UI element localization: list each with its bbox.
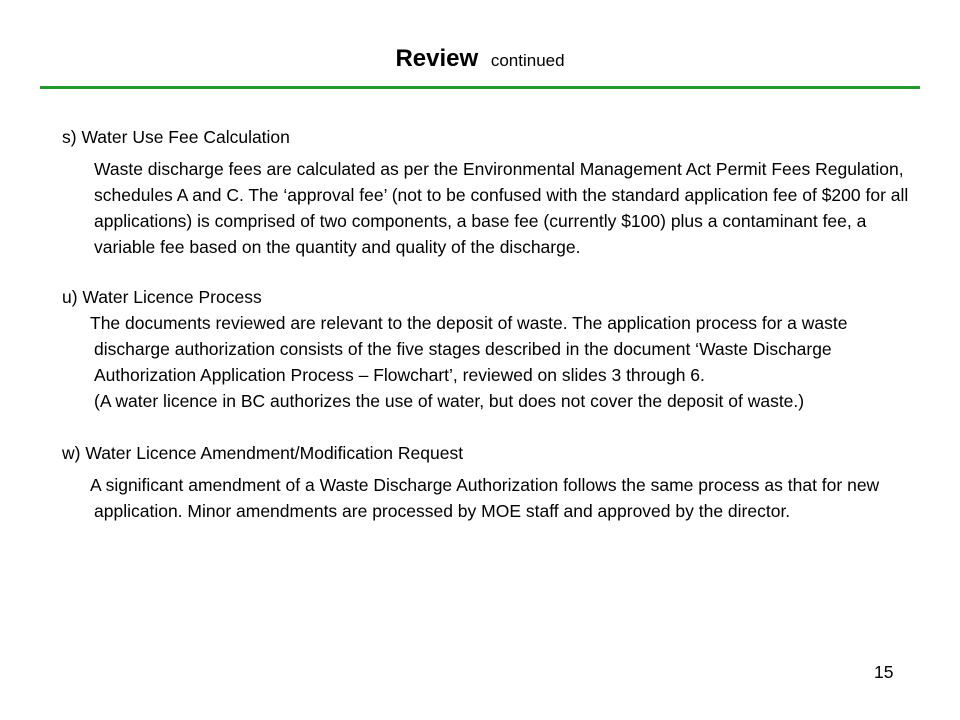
- section-water-licence-amendment: [62, 440, 922, 524]
- section-paragraph: (A water licence in BC authorizes the use of water, but does not cover the deposit of waste.): [94, 391, 805, 411]
- slide-body: [62, 124, 922, 524]
- section-paragraph: Waste discharge fees are calculated as per the Environmental Management Act Permit Fees Regulation, schedules A and C. The ‘approval fee’ (not to be confused with the standard application fee of $200 for all applications) is comprised of two components, a base fee (currently $100) plus a contaminant fee, a variable fee based on the quantity and quality of the discharge.: [94, 159, 909, 257]
- title-divider: [40, 86, 920, 89]
- slide-title: [0, 44, 960, 76]
- section-heading: s) Water Use Fee Calculation: [62, 127, 290, 147]
- section-heading: u) Water Licence Process: [62, 287, 262, 307]
- section-paragraph: The documents reviewed are relevant to the deposit of waste. The application process for a waste discharge authorization consists of the five stages described in the document ‘Waste Discharge Authorization Application Process – Flowchart’, reviewed on slides 3 through 6.: [90, 313, 848, 385]
- slide-title-main: Review: [395, 45, 479, 72]
- section-water-licence-process: [62, 284, 922, 414]
- section-water-use-fee: [62, 124, 922, 260]
- slide-title-subtitle: continued: [490, 51, 565, 70]
- page-number: 15: [874, 662, 894, 682]
- section-paragraph: A significant amendment of a Waste Discharge Authorization follows the same process as that for new application. Minor amendments are processed by MOE staff and approved by the director.: [90, 475, 880, 521]
- section-heading: w) Water Licence Amendment/Modification Request: [62, 443, 464, 463]
